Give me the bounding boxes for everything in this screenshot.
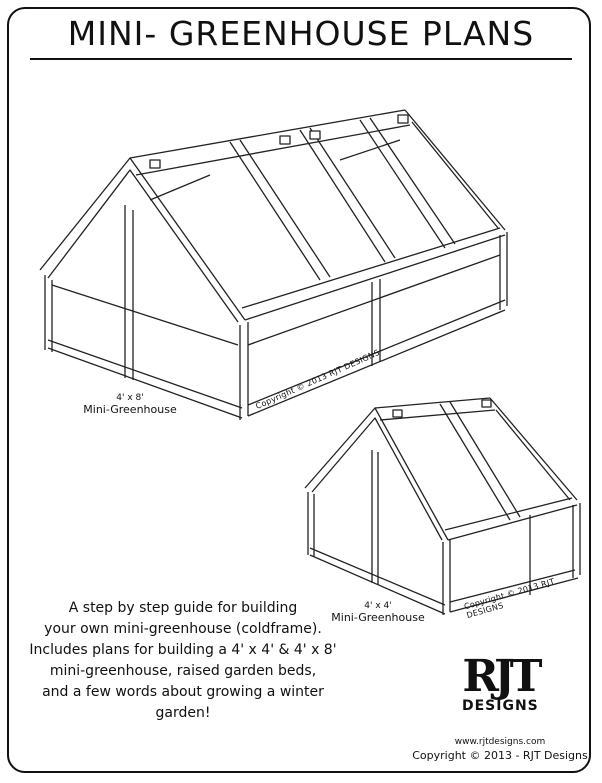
rjt-logo	[462, 651, 539, 714]
description-line: and a few words about growing a winter garden!	[42, 684, 324, 721]
logo-mark: RJT	[462, 651, 538, 702]
logo-subtitle: DESIGNS	[462, 698, 539, 714]
description	[28, 598, 338, 724]
large-model-label	[70, 392, 190, 416]
description-line: A step by step guide for building	[68, 600, 298, 616]
large-greenhouse-drawing	[40, 110, 507, 420]
large-model-size: 4' x 8'	[116, 393, 144, 403]
small-model-name: Mini-Greenhouse	[331, 611, 425, 624]
website: www.rjtdesigns.com	[454, 737, 546, 747]
large-model-name: Mini-Greenhouse	[83, 403, 177, 416]
description-line: Includes plans for building a 4' x 4' & 4' x 8'	[29, 642, 337, 658]
description-line: mini-greenhouse, raised garden beds,	[49, 663, 317, 679]
description-line: your own mini-greenhouse (coldframe).	[44, 621, 322, 637]
large-drawing-copyright: Copyright © 2013 RJT DESIGNS	[254, 347, 382, 411]
small-model-size: 4' x 4'	[364, 601, 392, 611]
page-title: MINI- GREENHOUSE PLANS	[67, 14, 535, 53]
small-drawing-copyright: Copyright © 2013 RJT DESIGNS	[463, 576, 556, 620]
copyright: Copyright © 2013 - RJT Designs	[412, 749, 588, 762]
